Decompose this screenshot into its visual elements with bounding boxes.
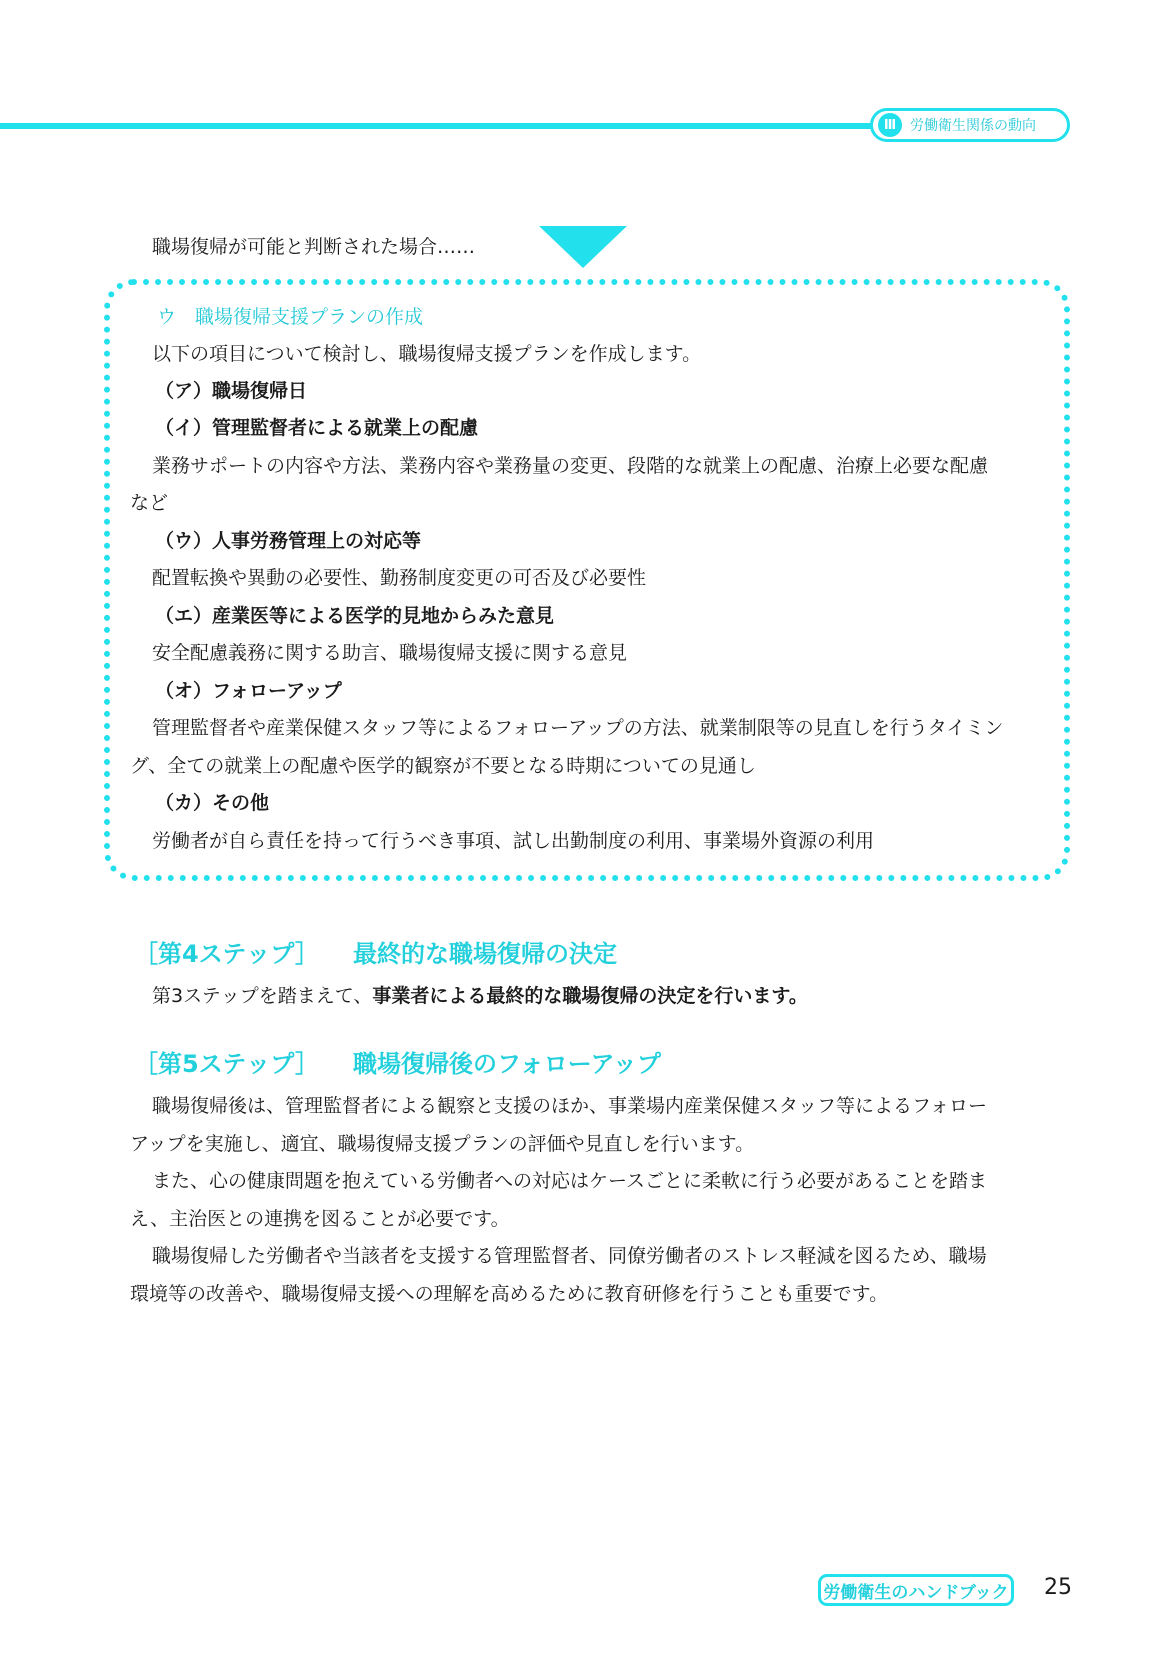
step4-label: ［第4ステップ］ xyxy=(134,940,319,968)
item-u-body: 配置転換や異動の必要性、勤務制度変更の可否及び必要性 xyxy=(152,567,647,589)
book-title-tag: 労働衛生のハンドブック xyxy=(818,1574,1014,1606)
item-i-body-cont: など xyxy=(130,492,169,514)
step5-label: ［第5ステップ］ xyxy=(134,1050,319,1078)
item-o-heading: （オ）フォローアップ xyxy=(155,680,342,702)
step5-title: 職場復帰後のフォローアップ xyxy=(352,1050,661,1078)
chapter-number-badge: Ⅲ xyxy=(878,113,902,137)
item-i-heading: （イ）管理監督者による就業上の配慮 xyxy=(155,417,479,439)
item-e-heading: （エ）産業医等による医学的見地からみた意見 xyxy=(155,605,555,627)
item-ka-body: 労働者が自ら責任を持って行うべき事項、試し出勤制度の利用、事業場外資源の利用 xyxy=(152,830,875,852)
step4-body-prefix: 第3ステップを踏まえて、 xyxy=(152,985,373,1007)
step4-title: 最終的な職場復帰の決定 xyxy=(352,940,617,968)
step5-paragraph-line: 環境等の改善や、職場復帰支援への理解を高めるために教育研修を行うことも重要です。 xyxy=(130,1283,889,1305)
item-u-heading: （ウ）人事労務管理上の対応等 xyxy=(155,530,422,552)
item-o-body-cont: グ、全ての就業上の配慮や医学的観察が不要となる時期についての見通し xyxy=(130,755,756,777)
down-arrow-icon xyxy=(539,226,627,268)
item-a-heading: （ア）職場復帰日 xyxy=(155,380,308,402)
step5-paragraph-line: また、心の健康問題を抱えている労働者への対応はケースごとに柔軟に行う必要があることを踏ま xyxy=(152,1170,988,1192)
step4-heading xyxy=(134,934,617,969)
intro-text: 職場復帰が可能と判断された場合…… xyxy=(152,236,476,258)
step5-heading xyxy=(134,1044,661,1079)
item-o-body: 管理監督者や産業保健スタッフ等によるフォローアップの方法、就業制限等の見直しを行うタイミン xyxy=(152,717,1004,739)
box-title: ウ 職場復帰支援プランの作成 xyxy=(157,306,424,328)
chapter-tag xyxy=(870,108,1070,142)
step5-paragraph-line: アップを実施し、適宜、職場復帰支援プランの評価や見直しを行います。 xyxy=(130,1133,755,1155)
item-ka-heading: （カ）その他 xyxy=(155,792,270,814)
step5-paragraph-line: 職場復帰後は、管理監督者による観察と支援のほか、事業場内産業保健スタッフ等によるフォロー xyxy=(152,1095,988,1117)
box-intro: 以下の項目について検討し、職場復帰支援プランを作成します。 xyxy=(152,343,702,365)
step5-paragraph-line: え、主治医との連携を図ることが必要です。 xyxy=(130,1208,510,1230)
step4-body-bold: 事業者による最終的な職場復帰の決定を行います。 xyxy=(372,985,808,1007)
step4-body xyxy=(152,981,808,1008)
step5-paragraph-line: 職場復帰した労働者や当該者を支援する管理監督者、同僚労働者のストレス軽減を図るため、職場 xyxy=(152,1245,987,1267)
item-e-body: 安全配慮義務に関する助言、職場復帰支援に関する意見 xyxy=(152,642,628,664)
item-i-body: 業務サポートの内容や方法、業務内容や業務量の変更、段階的な就業上の配慮、治療上必要な配慮 xyxy=(152,455,989,477)
chapter-title: 労働衛生関係の動向 xyxy=(910,118,1036,134)
page-number: 25 xyxy=(1044,1575,1072,1600)
header-rule xyxy=(0,123,880,129)
